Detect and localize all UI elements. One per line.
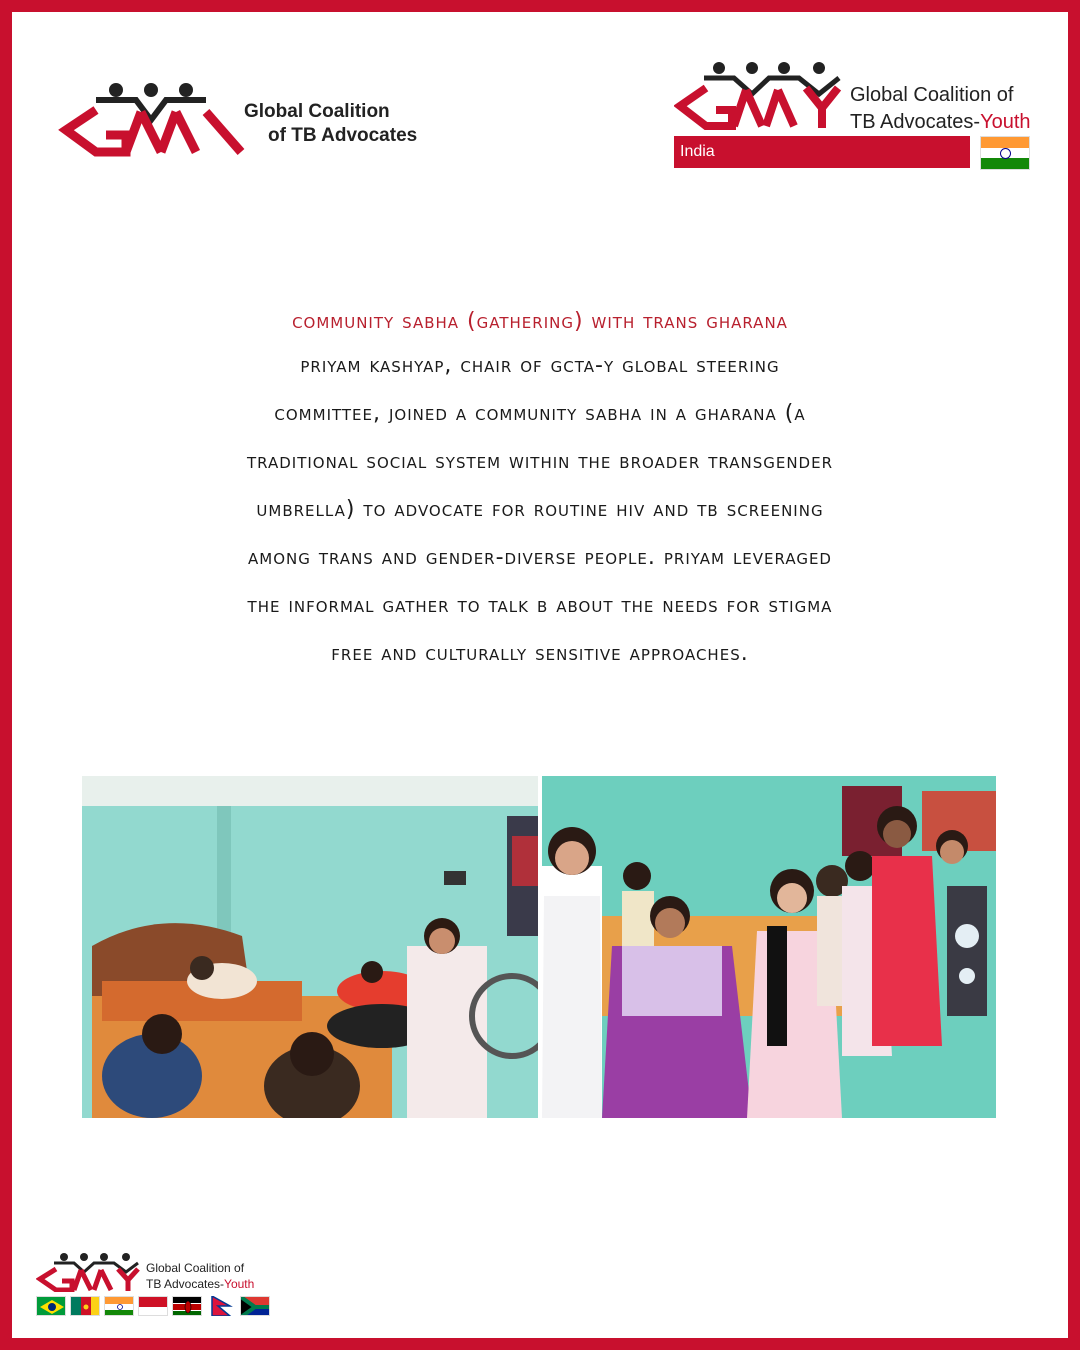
photo-group-portrait [542,776,996,1118]
article [112,302,968,678]
south-africa-flag-icon [240,1296,270,1316]
body-line: among trans and gender-diverse people. priyam leveraged [247,545,832,570]
body-line: the informal gather to talk b about the needs for stigma [247,593,833,618]
bottom-line-1: Global Coalition of [146,1261,245,1275]
body-line: traditional social system within the broader transgender [246,449,833,474]
kenya-flag-icon [172,1296,202,1316]
indonesia-flag-icon [138,1296,168,1316]
gctay-youth-label: Youth [980,111,1031,133]
gcta-wordmark [244,100,417,148]
india-flag-small-icon [104,1296,134,1316]
gctay-line-2 [850,109,1031,136]
photo-sabha-gathering [82,776,538,1118]
brazil-flag-icon [36,1296,66,1316]
bottom-line-2 [146,1276,254,1292]
body-line: free and culturally sensitive approaches. [331,641,749,666]
gcta-emblem-icon [56,80,246,160]
body-line: priyam kashyap, chair of gcta-y global steering [300,353,780,378]
article-headline: community sabha (gathering) with trans gharana [292,309,788,334]
gcta-line-2: of TB Advocates [268,125,418,146]
body-line: committee, joined a community sabha in a gharana (a [274,401,806,426]
post-card [12,12,1068,1338]
cameroon-flag-icon [70,1296,100,1316]
bottom-gctay-emblem-icon [36,1252,146,1292]
country-label: India [674,136,970,168]
bottom-line-2-main: TB Advocates- [146,1277,225,1291]
gctay-emblem-icon [674,60,849,132]
gcta-logo [56,80,436,160]
article-body [112,342,968,678]
bottom-youth-label: Youth [224,1277,255,1291]
bottom-gctay-logo [36,1252,276,1322]
bottom-wordmark [146,1260,254,1292]
nepal-flag-icon [206,1296,236,1316]
gctay-logo [674,60,1034,172]
gctay-wordmark [850,82,1031,136]
india-flag-icon [980,136,1030,170]
body-line: umbrella) to advocate for routine hiv and tb screening [256,497,824,522]
gcta-line-1: Global Coalition [244,101,390,122]
gctay-line-1: Global Coalition of [850,84,1014,106]
gctay-line-2-main: TB Advocates- [850,111,981,133]
